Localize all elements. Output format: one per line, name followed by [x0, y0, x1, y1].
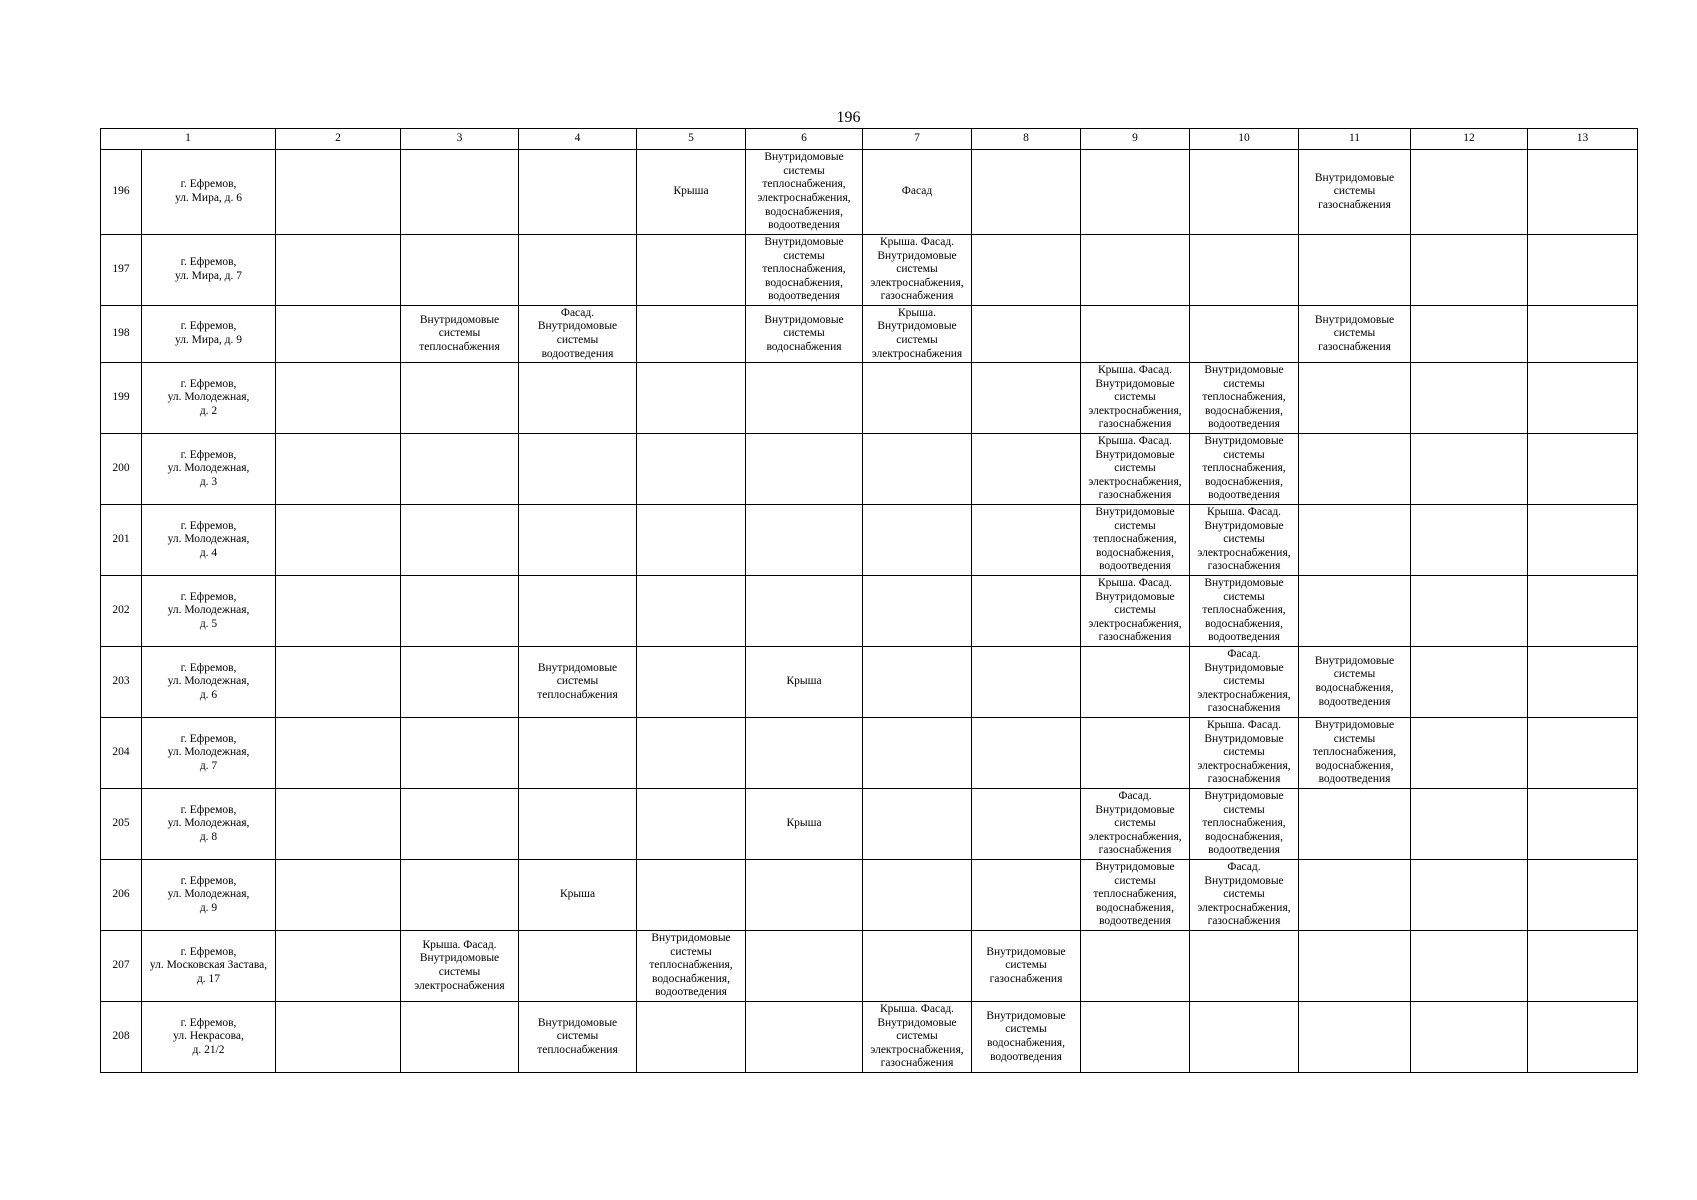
row-number [101, 718, 142, 789]
work-cell-text: Внутридомовые системы теплоснабжения, водоснабжения, водоотведения [1202, 364, 1286, 431]
work-cell-col-11 [1299, 647, 1411, 718]
work-cell-col-13 [1528, 860, 1638, 931]
row-number [101, 150, 142, 235]
work-cell-col-9 [1081, 434, 1190, 505]
row-number [101, 505, 142, 576]
work-cell-col-9 [1081, 1002, 1190, 1073]
work-cell-col-2 [276, 860, 401, 931]
row-number [101, 576, 142, 647]
work-cell-col-3 [401, 718, 519, 789]
work-cell-col-11 [1299, 363, 1411, 434]
work-cell-col-4 [519, 647, 637, 718]
address-cell [142, 1002, 276, 1073]
work-cell-col-5 [637, 931, 746, 1002]
work-cell-text: Внутридомовые системы теплоснабжения, водоснабжения, водоотведения [649, 932, 733, 999]
work-cell-col-3 [401, 789, 519, 860]
work-cell-text: Внутридомовые системы теплоснабжения, водоснабжения, водоотведения [1312, 719, 1397, 786]
row-number-text: 207 [112, 959, 130, 972]
work-cell-col-2 [276, 150, 401, 235]
work-cell-text: Внутридомовые системы теплоснабжения, водоснабжения, водоотведения [762, 236, 846, 303]
work-cell-col-12 [1411, 931, 1528, 1002]
work-cell-col-5 [637, 576, 746, 647]
address-cell [142, 789, 276, 860]
row-number-text: 205 [112, 817, 130, 830]
work-cell-col-12 [1411, 860, 1528, 931]
row-number-text: 203 [112, 675, 130, 688]
table-row [101, 363, 1638, 434]
work-cell-col-11 [1299, 576, 1411, 647]
work-cell-text: Крыша. Фасад. Внутридомовые системы электроснабжения, газоснабжения [870, 1003, 964, 1070]
work-cell-text: Крыша. Фасад. Внутридомовые системы электроснабжения, газоснабжения [1197, 506, 1291, 573]
work-cell-col-4 [519, 718, 637, 789]
work-cell-col-8 [972, 647, 1081, 718]
address-cell [142, 434, 276, 505]
column-number-2: 2 [276, 129, 401, 150]
address-text: г. Ефремов, ул. Молодежная, д. 8 [167, 803, 250, 843]
address-cell [142, 363, 276, 434]
work-cell-col-8 [972, 789, 1081, 860]
table-row [101, 718, 1638, 789]
address-cell [142, 860, 276, 931]
work-cell-col-10 [1190, 235, 1299, 306]
work-cell-col-8 [972, 306, 1081, 363]
work-cell-col-6 [746, 789, 863, 860]
work-cell-col-8 [972, 434, 1081, 505]
work-cell-col-5 [637, 150, 746, 235]
work-cell-col-13 [1528, 576, 1638, 647]
work-cell-text: Крыша. Фасад. Внутридомовые системы электроснабжения, газоснабжения [1088, 364, 1182, 431]
address-cell [142, 306, 276, 363]
work-cell-col-11 [1299, 1002, 1411, 1073]
work-cell-col-6 [746, 235, 863, 306]
work-cell-col-4 [519, 860, 637, 931]
row-number [101, 860, 142, 931]
work-cell-col-9 [1081, 150, 1190, 235]
row-number-text: 199 [112, 391, 130, 404]
work-cell-col-4 [519, 789, 637, 860]
work-cell-col-12 [1411, 150, 1528, 235]
column-number-9: 9 [1081, 129, 1190, 150]
work-cell-col-3 [401, 150, 519, 235]
address-text: г. Ефремов, ул. Московская Застава, д. 17 [149, 945, 268, 985]
address-text: г. Ефремов, ул. Молодежная, д. 6 [167, 661, 250, 701]
work-cell-text: Внутридомовые системы теплоснабжения, водоснабжения, водоотведения [1202, 790, 1286, 857]
row-number-text: 196 [112, 185, 130, 198]
work-cell-col-13 [1528, 306, 1638, 363]
address-cell [142, 235, 276, 306]
work-cell-col-12 [1411, 1002, 1528, 1073]
work-cell-col-10 [1190, 576, 1299, 647]
column-number-11: 11 [1299, 129, 1411, 150]
work-cell-col-2 [276, 1002, 401, 1073]
work-cell-col-9 [1081, 860, 1190, 931]
work-cell-text: Внутридомовые системы теплоснабжения, водоснабжения, водоотведения [1202, 435, 1286, 502]
work-cell-col-4 [519, 434, 637, 505]
work-cell-text: Фасад [901, 185, 933, 198]
work-cell-col-6 [746, 931, 863, 1002]
work-cell-col-10 [1190, 306, 1299, 363]
table-row [101, 576, 1638, 647]
work-cell-col-3 [401, 235, 519, 306]
row-number [101, 1002, 142, 1073]
row-number-text: 204 [112, 746, 130, 759]
work-cell-col-3 [401, 1002, 519, 1073]
work-cell-col-13 [1528, 789, 1638, 860]
work-cell-col-6 [746, 363, 863, 434]
address-text: г. Ефремов, ул. Молодежная, д. 4 [167, 519, 250, 559]
work-cell-col-6 [746, 1002, 863, 1073]
work-cell-text: Внутридомовые системы теплоснабжения [419, 313, 500, 353]
work-cell-col-9 [1081, 576, 1190, 647]
work-cell-col-4 [519, 576, 637, 647]
address-text: г. Ефремов, ул. Мира, д. 7 [174, 256, 243, 282]
work-cell-text: Внутридомовые системы газоснабжения [1314, 313, 1395, 353]
work-cell-text: Внутридомовые системы газоснабжения [986, 945, 1066, 985]
column-number-12: 12 [1411, 129, 1528, 150]
address-cell [142, 576, 276, 647]
work-cell-col-13 [1528, 505, 1638, 576]
work-cell-text: Внутридомовые системы теплоснабжения, водоснабжения, водоотведения [1093, 506, 1177, 573]
work-cell-col-9 [1081, 235, 1190, 306]
work-cell-col-2 [276, 647, 401, 718]
work-cell-col-12 [1411, 718, 1528, 789]
work-cell-text: Крыша [786, 817, 822, 830]
address-cell [142, 718, 276, 789]
column-number-8: 8 [972, 129, 1081, 150]
work-cell-col-6 [746, 647, 863, 718]
work-cell-col-2 [276, 306, 401, 363]
address-text: г. Ефремов, ул. Молодежная, д. 3 [167, 448, 250, 488]
work-cell-col-11 [1299, 789, 1411, 860]
address-text: г. Ефремов, ул. Молодежная, д. 2 [167, 377, 250, 417]
work-cell-col-11 [1299, 434, 1411, 505]
work-cell-col-10 [1190, 931, 1299, 1002]
work-cell-col-2 [276, 789, 401, 860]
work-cell-col-9 [1081, 789, 1190, 860]
work-cell-col-11 [1299, 718, 1411, 789]
work-cell-col-8 [972, 505, 1081, 576]
work-cell-col-3 [401, 434, 519, 505]
address-text: г. Ефремов, ул. Молодежная, д. 5 [167, 590, 250, 630]
table-row [101, 150, 1638, 235]
work-cell-col-8 [972, 576, 1081, 647]
table-row [101, 306, 1638, 363]
work-cell-text: Внутридомовые системы теплоснабжения [537, 661, 618, 701]
work-cell-text: Внутридомовые системы теплоснабжения [537, 1016, 618, 1056]
work-cell-text: Фасад. Внутридомовые системы электроснабжения, газоснабжения [1197, 648, 1291, 715]
work-cell-text: Фасад. Внутридомовые системы электроснабжения, газоснабжения [1197, 861, 1291, 928]
column-number-13: 13 [1528, 129, 1638, 150]
work-cell-col-3 [401, 306, 519, 363]
work-cell-col-13 [1528, 363, 1638, 434]
work-cell-col-10 [1190, 1002, 1299, 1073]
work-cell-text: Внутридомовые системы теплоснабжения, водоснабжения, водоотведения [1093, 861, 1177, 928]
work-cell-col-10 [1190, 434, 1299, 505]
work-cell-col-6 [746, 718, 863, 789]
work-cell-col-12 [1411, 434, 1528, 505]
work-cell-text: Крыша. Фасад. Внутридомовые системы электроснабжения, газоснабжения [870, 236, 964, 303]
work-cell-col-5 [637, 789, 746, 860]
schedule-table [100, 128, 1638, 1073]
work-cell-text: Крыша. Фасад. Внутридомовые системы электроснабжения [414, 938, 505, 992]
work-cell-col-13 [1528, 931, 1638, 1002]
column-number-6: 6 [746, 129, 863, 150]
work-cell-text: Внутридомовые системы газоснабжения [1314, 171, 1395, 211]
work-cell-text: Крыша. Фасад. Внутридомовые системы электроснабжения, газоснабжения [1088, 577, 1182, 644]
row-number-text: 202 [112, 604, 130, 617]
work-cell-col-4 [519, 306, 637, 363]
column-number-5: 5 [637, 129, 746, 150]
work-cell-col-2 [276, 576, 401, 647]
work-cell-col-13 [1528, 235, 1638, 306]
work-cell-col-8 [972, 150, 1081, 235]
work-cell-col-5 [637, 306, 746, 363]
row-number [101, 931, 142, 1002]
work-cell-col-4 [519, 931, 637, 1002]
work-cell-col-8 [972, 860, 1081, 931]
work-cell-col-10 [1190, 718, 1299, 789]
work-cell-text: Внутридомовые системы водоснабжения, водоотведения [986, 1009, 1066, 1063]
work-cell-col-3 [401, 363, 519, 434]
work-cell-col-12 [1411, 306, 1528, 363]
address-text: г. Ефремов, ул. Мира, д. 9 [174, 320, 243, 346]
work-cell-col-6 [746, 576, 863, 647]
row-number-text: 201 [112, 533, 130, 546]
work-cell-col-5 [637, 434, 746, 505]
work-cell-col-3 [401, 860, 519, 931]
table-row [101, 789, 1638, 860]
address-text: г. Ефремов, ул. Некрасова, д. 21/2 [173, 1016, 244, 1056]
row-number [101, 647, 142, 718]
work-cell-col-9 [1081, 306, 1190, 363]
table-row [101, 235, 1638, 306]
work-cell-col-10 [1190, 860, 1299, 931]
work-cell-col-9 [1081, 505, 1190, 576]
page-number: 196 [836, 109, 861, 126]
work-cell-col-7 [863, 718, 972, 789]
work-cell-col-7 [863, 931, 972, 1002]
row-number-text: 198 [112, 327, 130, 340]
work-cell-col-5 [637, 1002, 746, 1073]
work-cell-col-5 [637, 718, 746, 789]
column-number-1: 1 [101, 129, 276, 150]
work-cell-col-4 [519, 235, 637, 306]
work-cell-col-12 [1411, 576, 1528, 647]
work-cell-text: Внутридомовые системы водоснабжения, водоотведения [1314, 654, 1395, 708]
work-cell-col-10 [1190, 647, 1299, 718]
work-cell-col-9 [1081, 931, 1190, 1002]
table-row [101, 1002, 1638, 1073]
work-cell-col-2 [276, 505, 401, 576]
address-text: г. Ефремов, ул. Молодежная, д. 9 [167, 874, 250, 914]
work-cell-col-3 [401, 505, 519, 576]
work-cell-col-4 [519, 505, 637, 576]
work-cell-col-8 [972, 235, 1081, 306]
work-cell-col-9 [1081, 718, 1190, 789]
work-cell-col-13 [1528, 150, 1638, 235]
work-cell-col-7 [863, 647, 972, 718]
work-cell-col-3 [401, 576, 519, 647]
work-cell-col-6 [746, 860, 863, 931]
column-number-4: 4 [519, 129, 637, 150]
work-cell-col-9 [1081, 647, 1190, 718]
work-cell-text: Внутридомовые системы теплоснабжения, водоснабжения, водоотведения [1202, 577, 1286, 644]
row-number [101, 363, 142, 434]
work-cell-col-11 [1299, 235, 1411, 306]
work-cell-col-5 [637, 647, 746, 718]
work-cell-col-2 [276, 931, 401, 1002]
address-text: г. Ефремов, ул. Мира, д. 6 [174, 178, 243, 204]
work-cell-col-11 [1299, 931, 1411, 1002]
address-cell [142, 931, 276, 1002]
work-cell-col-2 [276, 434, 401, 505]
work-cell-col-7 [863, 434, 972, 505]
address-cell [142, 647, 276, 718]
address-cell [142, 505, 276, 576]
work-cell-text: Внутридомовые системы теплоснабжения, электроснабжения, водоснабжения, водоотведения [757, 151, 851, 232]
work-cell-col-7 [863, 789, 972, 860]
work-cell-col-2 [276, 235, 401, 306]
table-row [101, 860, 1638, 931]
work-cell-col-11 [1299, 505, 1411, 576]
work-cell-text: Крыша [673, 185, 709, 198]
work-cell-col-12 [1411, 235, 1528, 306]
work-cell-col-6 [746, 505, 863, 576]
work-cell-col-4 [519, 150, 637, 235]
work-cell-col-8 [972, 718, 1081, 789]
work-cell-col-10 [1190, 150, 1299, 235]
work-cell-col-12 [1411, 647, 1528, 718]
work-cell-text: Крыша. Фасад. Внутридомовые системы электроснабжения, газоснабжения [1088, 435, 1182, 502]
work-cell-col-7 [863, 306, 972, 363]
work-cell-col-3 [401, 931, 519, 1002]
work-cell-col-4 [519, 363, 637, 434]
work-cell-col-9 [1081, 363, 1190, 434]
row-number [101, 306, 142, 363]
work-cell-col-7 [863, 235, 972, 306]
work-cell-col-7 [863, 860, 972, 931]
work-cell-text: Крыша [786, 675, 822, 688]
work-cell-col-6 [746, 306, 863, 363]
work-cell-col-13 [1528, 434, 1638, 505]
work-cell-text: Внутридомовые системы водоснабжения [764, 313, 844, 353]
work-cell-text: Крыша. Фасад. Внутридомовые системы электроснабжения, газоснабжения [1197, 719, 1291, 786]
work-cell-col-8 [972, 363, 1081, 434]
work-cell-col-12 [1411, 505, 1528, 576]
table-row [101, 434, 1638, 505]
table-row [101, 931, 1638, 1002]
work-cell-text: Фасад. Внутридомовые системы водоотведения [537, 306, 618, 360]
work-cell-col-4 [519, 1002, 637, 1073]
work-cell-col-11 [1299, 860, 1411, 931]
table-row [101, 505, 1638, 576]
work-cell-col-11 [1299, 150, 1411, 235]
row-number [101, 789, 142, 860]
work-cell-col-12 [1411, 363, 1528, 434]
work-cell-col-7 [863, 1002, 972, 1073]
row-number-text: 206 [112, 888, 130, 901]
work-cell-col-6 [746, 434, 863, 505]
work-cell-col-13 [1528, 718, 1638, 789]
work-cell-col-8 [972, 931, 1081, 1002]
work-cell-col-10 [1190, 505, 1299, 576]
work-cell-col-7 [863, 505, 972, 576]
work-cell-col-13 [1528, 1002, 1638, 1073]
work-cell-text: Крыша. Внутридомовые системы электроснабжения [871, 306, 963, 360]
work-cell-col-5 [637, 860, 746, 931]
work-cell-col-2 [276, 363, 401, 434]
row-number-text: 200 [112, 462, 130, 475]
work-cell-col-7 [863, 576, 972, 647]
work-cell-col-7 [863, 150, 972, 235]
address-text: г. Ефремов, ул. Молодежная, д. 7 [167, 732, 250, 772]
work-cell-col-10 [1190, 363, 1299, 434]
column-number-10: 10 [1190, 129, 1299, 150]
work-cell-col-2 [276, 718, 401, 789]
work-cell-col-13 [1528, 647, 1638, 718]
work-cell-col-6 [746, 150, 863, 235]
work-cell-text: Крыша [559, 888, 596, 901]
column-number-row [101, 129, 1638, 150]
work-cell-col-3 [401, 647, 519, 718]
work-cell-col-5 [637, 363, 746, 434]
column-number-3: 3 [401, 129, 519, 150]
row-number-text: 197 [112, 263, 130, 276]
work-cell-col-12 [1411, 789, 1528, 860]
work-cell-col-5 [637, 235, 746, 306]
column-number-7: 7 [863, 129, 972, 150]
work-cell-text: Фасад. Внутридомовые системы электроснабжения, газоснабжения [1088, 790, 1182, 857]
row-number-text: 208 [112, 1030, 130, 1043]
address-cell [142, 150, 276, 235]
row-number [101, 235, 142, 306]
work-cell-col-5 [637, 505, 746, 576]
table-row [101, 647, 1638, 718]
work-cell-col-7 [863, 363, 972, 434]
work-cell-col-10 [1190, 789, 1299, 860]
work-cell-col-8 [972, 1002, 1081, 1073]
row-number [101, 434, 142, 505]
work-cell-col-11 [1299, 306, 1411, 363]
